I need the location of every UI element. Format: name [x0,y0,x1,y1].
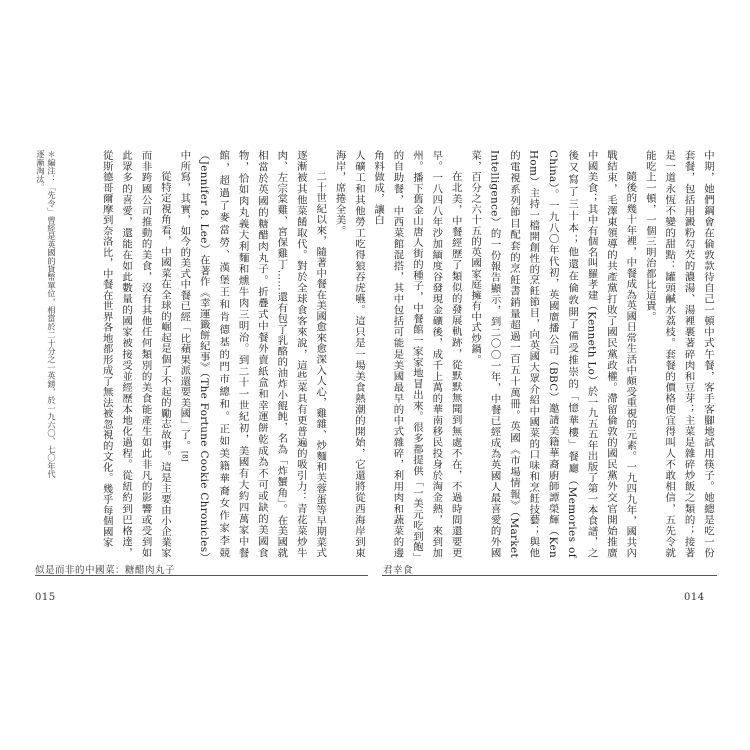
paragraph: 人礦工和其他勞工吃得狼吞虎嚥。這只是一場美食熱潮的開始，它還將從西海岸到東海岸，席捲全美。 [333,150,365,558]
left-page [35,150,368,620]
paragraph: 在北美，中餐經歷了類似的發展軌跡，從默默無聞到無處不在，不過時間還要更早。一八四八年沙加緬度谷發現金礦後，成千上萬的華南移民投身於淘金熱，來到加州。播下舊金山唐人街的種子，中餐館一家家地冒出來。很多都提供「一美元吃到飽」的自助餐，中西菜館混搭，其中包括可能是美國最早的中式雜碎，利用肉和蔬菜的邊角料做成，讓白 [372,150,462,558]
right-page-body [372,150,717,558]
left-page-body [52,150,368,558]
footnote: ＊編注：「先令」曾經是英國的貨幣單位，相當於二十分之一英鎊，於一九六〇、七〇年代逐漸淘汰。 [36,150,57,478]
paragraph: 隨後的幾十年裡，中餐成為英國日常生活中頗受重視的元素。一九四九年，國共內戰結束，毛澤東領導的共產黨打敗了國民黨政權。滯留倫敦的國民黨外交官開始推廣中國美食；其中有個名叫羅孝建（Kenneth Lo）於一九五五年出版了第一本食譜，之後又寫了三十本；他還在倫敦開了備受推崇的「憶華樓」餐廳（Memories of China）。一九八〇年代初，英國廣播公司（BBC）邀請美籍華裔廚師譚榮輝（Ken Hom）主持一檔開創性的烹飪節目，向英國大眾介紹中國菜的口味和烹飪技藝；與他的電視系列節目配套的烹飪書銷量超過一百五十萬冊。英國《市場情報》（Market Intelligence）的一份報告顯示，到二〇〇一年，中餐已經成為英國人最喜愛的外國菜，百分之六十五的英國家庭擁有中式炒鍋。 [469,150,637,558]
endnote-marker: [8] [180,451,189,462]
running-head-right: 君幸食 [383,565,414,576]
running-head-left: 似是而非的中國菜：糖醋肉丸子 [35,565,176,576]
paragraph: 從特定視角看，中國菜在全球的崛起是個了不起的勵志故事。這是主要由小企業家而非跨國公司推動的美食，沒有其他任何類別的美食能產生如此非凡的影響或受到如此眾多的喜愛，還能在如此數量的國家被接受並經歷本地化過程。從紐約到巴格達，從斯德哥爾摩到奈洛比，中餐在世界各地都形成了無法被忽視的文化。幾乎每個國家 [100,150,171,558]
paragraph [174,150,329,558]
paragraph: 中期，她們鋼會在倫敦款待自己一頓中式午餐，客手客腳地試用筷子。她總是吃一份套餐，包括用澱粉勾芡的濃湯、湯裡裹著碎肉和豆芽；主菜是雜碎炒飯之類的；接著是一道永恆不變的甜點：罐頭鹹水荔枝。套餐的價格便宜得叫人不敢相信，五先令就能吃上一頓，一個三明治都比這貴。 [643,150,714,558]
paragraph-text: 二十世紀以來，隨著中餐在美國愈來愈深入人心，雞雜、炒麵和芙蓉蛋等早期菜式逐漸被其他菜餚取代。對於全球食客來說，這些菜具有更普遍的吸引力：青花菜炒牛肉、左宗棠雞、宮保雞丁……還有包了乳酪的油炸小餛飩，名為「炸蟹角」。在美國就相當於英國的糖醋肉丸子。折疊式中餐外賣紙盒和幸運餅乾成為不可或缺的美國食物，恰如肉丸義大利麵和燻牛肉三明治。到二十一世紀初，美國有大約四萬家中餐館，超過了麥當勞、漢堡王和肯德基的門市總和。正如美籍華裔女作家李競（Jennifer 8. Lee）在著作《幸運籤餅紀事》（The Fortune Cookie Chronicles）中所寫，其實，如今的美式中餐已經「比蘋果派還要美國」了。 [178,150,327,558]
right-page [372,150,717,620]
page-number-left: 015 [35,592,56,603]
page-number-right: 014 [684,592,705,603]
footer-rule-right [382,575,717,576]
